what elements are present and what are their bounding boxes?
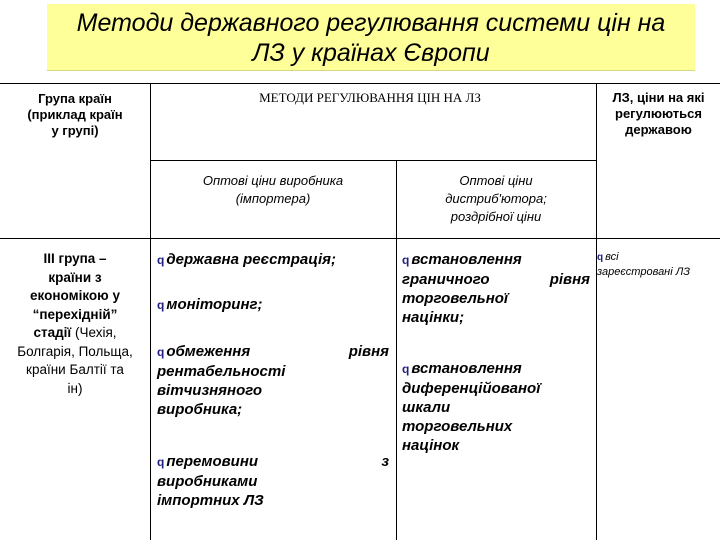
slide-title xyxy=(47,4,695,71)
group-line: ІІІ група – xyxy=(43,251,107,266)
regulated-medicines-cell xyxy=(597,250,717,279)
method-text: встановлення xyxy=(411,360,522,377)
group-line-tail: (Чехія, xyxy=(71,325,117,340)
method-text: граничного xyxy=(402,271,490,288)
bullet-icon: q xyxy=(402,253,410,267)
title-line-1: Методи державного регулювання системи цін на xyxy=(76,9,666,37)
prices-header-line: регулюються xyxy=(615,106,702,121)
prices-column-header xyxy=(597,90,720,138)
group-header-line: (приклад країн xyxy=(27,107,123,122)
bullet-icon: q xyxy=(157,298,165,312)
country-group-cell xyxy=(0,250,150,398)
method-profitability-limit xyxy=(157,342,389,419)
methods-subheader-border xyxy=(150,160,596,161)
method-text: рівня xyxy=(348,343,389,360)
bullet-icon: q xyxy=(157,345,165,359)
group-column-header xyxy=(0,91,150,139)
bullet-icon: q xyxy=(402,362,410,376)
method-text: вітчизняного xyxy=(157,382,263,399)
producer-prices-subheader xyxy=(150,172,396,208)
table-top-border xyxy=(0,83,720,84)
method-text: виробниками xyxy=(157,473,258,490)
bullet-icon: q xyxy=(597,252,604,263)
regulated-text: всі xyxy=(605,251,619,263)
method-text: торговельних xyxy=(402,418,513,435)
method-text: шкали xyxy=(402,399,451,416)
method-text: моніторинг; xyxy=(166,296,263,313)
bullet-icon: q xyxy=(157,455,165,469)
method-text: державна реєстрація; xyxy=(166,251,336,268)
group-line: стадії xyxy=(33,325,72,340)
method-text: торговельної xyxy=(402,290,509,307)
group-header-line: у групі) xyxy=(51,123,99,138)
method-text: націнок xyxy=(402,437,460,454)
method-text: імпортних ЛЗ xyxy=(157,492,264,509)
method-margin-limit xyxy=(402,250,590,327)
bullet-icon: q xyxy=(157,253,165,267)
method-text: обмеження xyxy=(166,343,251,360)
method-text: диференційованої xyxy=(402,380,541,397)
col-divider-3 xyxy=(596,83,597,540)
method-negotiations xyxy=(157,452,389,510)
prices-header-line: ЛЗ, ціни на які xyxy=(612,90,705,105)
group-line: країни з xyxy=(48,269,102,285)
distributor-prices-subheader xyxy=(396,172,596,226)
subheader-line: роздрібної ціни xyxy=(450,209,542,224)
method-text: рентабельності xyxy=(157,363,286,380)
method-text: рівня xyxy=(549,271,590,288)
group-line: ін) xyxy=(67,380,83,396)
subheader-line: Оптові ціни xyxy=(459,173,533,188)
method-state-registration xyxy=(157,250,389,270)
method-text: перемовини xyxy=(166,453,259,470)
subheader-line: дистриб'ютора; xyxy=(445,191,547,206)
method-text: виробника; xyxy=(157,401,243,418)
method-text: з xyxy=(381,453,389,470)
group-line: економікою у xyxy=(30,288,120,303)
method-differentiated-margin xyxy=(402,359,590,455)
title-line-2: ЛЗ у країнах Європи xyxy=(252,39,490,67)
prices-header-line: державою xyxy=(625,122,692,137)
method-text: встановлення xyxy=(411,251,522,268)
group-line: країни Балтії та xyxy=(26,362,124,377)
method-monitoring xyxy=(157,295,389,315)
table-header-bottom-border xyxy=(0,238,720,239)
group-header-line: Група країн xyxy=(38,91,112,106)
group-line: Болгарія, Польща, xyxy=(17,343,133,359)
group-line: “перехідній” xyxy=(32,306,118,322)
subheader-line: (імпортера) xyxy=(235,191,311,206)
method-text: націнки; xyxy=(402,309,465,326)
methods-header: МЕТОДИ РЕГУЛЮВАННЯ ЦІН НА ЛЗ xyxy=(259,90,481,105)
subheader-line: Оптові ціни виробника xyxy=(202,173,344,188)
col-divider-1 xyxy=(150,83,151,540)
regulated-text: зареєстровані ЛЗ xyxy=(597,266,691,278)
